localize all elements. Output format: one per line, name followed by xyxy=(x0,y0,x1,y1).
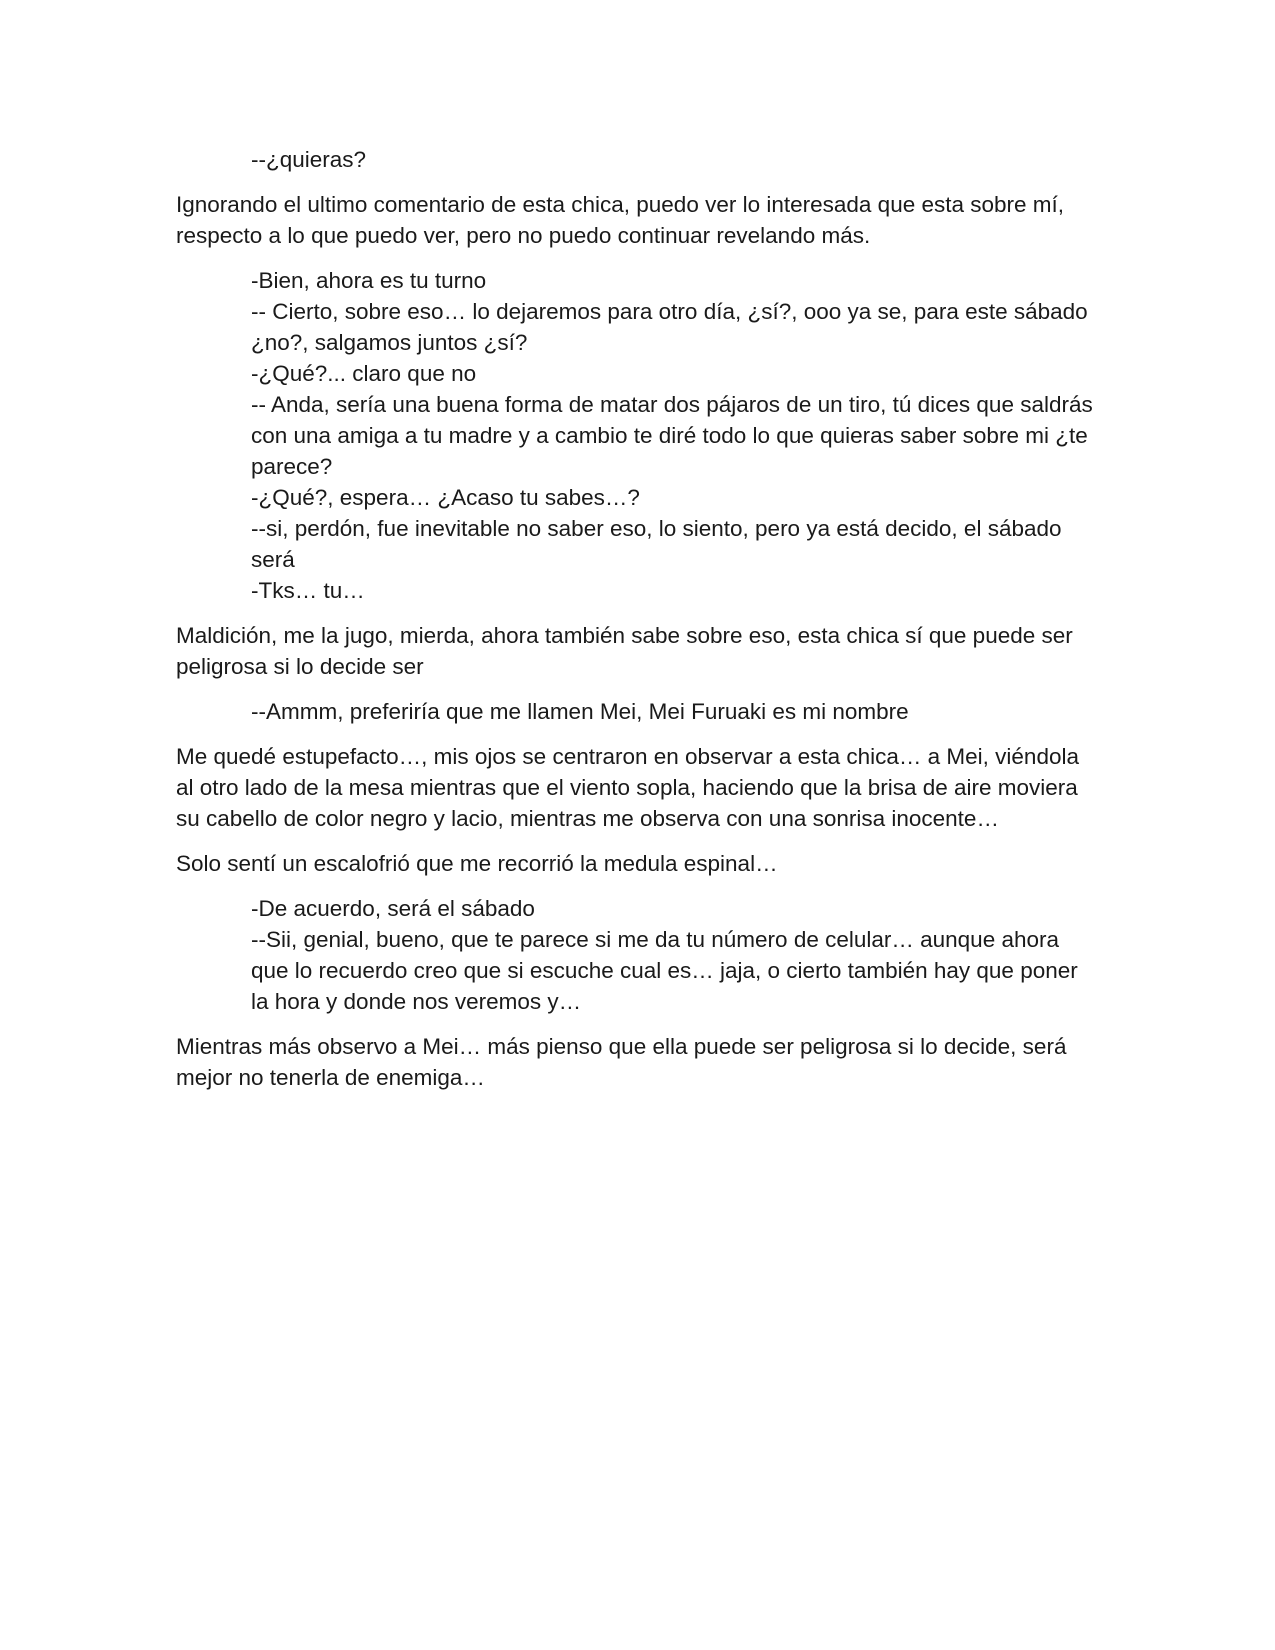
narration-paragraph: Me quedé estupefacto…, mis ojos se centraron en observar a esta chica… a Mei, viéndola al otro lado de la mesa mientras que el viento sopla, haciendo que la brisa de aire moviera su cabello de color negro y lacio, mientras me observa con una sonrisa inocente… xyxy=(176,744,1079,831)
narration-paragraph: Solo sentí un escalofrió que me recorrió la medula espinal… xyxy=(176,851,778,876)
narration-paragraph: Ignorando el ultimo comentario de esta chica, puedo ver lo interesada que esta sobre mí, respecto a lo que puedo ver, pero no puedo continuar revelando más. xyxy=(176,192,1065,248)
dialogue-block xyxy=(251,265,1096,606)
dialogue-line: --si, perdón, fue inevitable no saber eso, lo siento, pero ya está decido, el sábado será xyxy=(251,516,1062,572)
dialogue-block xyxy=(251,144,1096,175)
document-body xyxy=(176,144,1096,1107)
dialogue-block xyxy=(251,696,1096,727)
dialogue-line: -Tks… tu… xyxy=(251,578,365,603)
dialogue-line: --¿quieras? xyxy=(251,147,367,172)
narration-paragraph: Mientras más observo a Mei… más pienso que ella puede ser peligrosa si lo decide, será mejor no tenerla de enemiga… xyxy=(176,1034,1067,1090)
dialogue-line: -- Cierto, sobre eso… lo dejaremos para otro día, ¿sí?, ooo ya se, para este sábado ¿no?, salgamos juntos ¿sí? xyxy=(251,299,1088,355)
dialogue-line: --Ammm, preferiría que me llamen Mei, Mei Furuaki es mi nombre xyxy=(251,699,909,724)
dialogue-line: -- Anda, sería una buena forma de matar dos pájaros de un tiro, tú dices que saldrás con una amiga a tu madre y a cambio te diré todo lo que quieras saber sobre mi ¿te parece? xyxy=(251,392,1093,479)
narration-paragraph: Maldición, me la jugo, mierda, ahora también sabe sobre eso, esta chica sí que puede ser peligrosa si lo decide ser xyxy=(176,623,1073,679)
dialogue-line: -¿Qué?, espera… ¿Acaso tu sabes…? xyxy=(251,485,640,510)
dialogue-block xyxy=(251,893,1096,1017)
dialogue-line: -Bien, ahora es tu turno xyxy=(251,268,487,293)
dialogue-line: -De acuerdo, será el sábado xyxy=(251,896,535,921)
dialogue-line: --Sii, genial, bueno, que te parece si me da tu número de celular… aunque ahora que lo recuerdo creo que si escuche cual es… jaja, o cierto también hay que poner la hora y donde nos veremos y… xyxy=(251,927,1078,1014)
dialogue-line: -¿Qué?... claro que no xyxy=(251,361,477,386)
